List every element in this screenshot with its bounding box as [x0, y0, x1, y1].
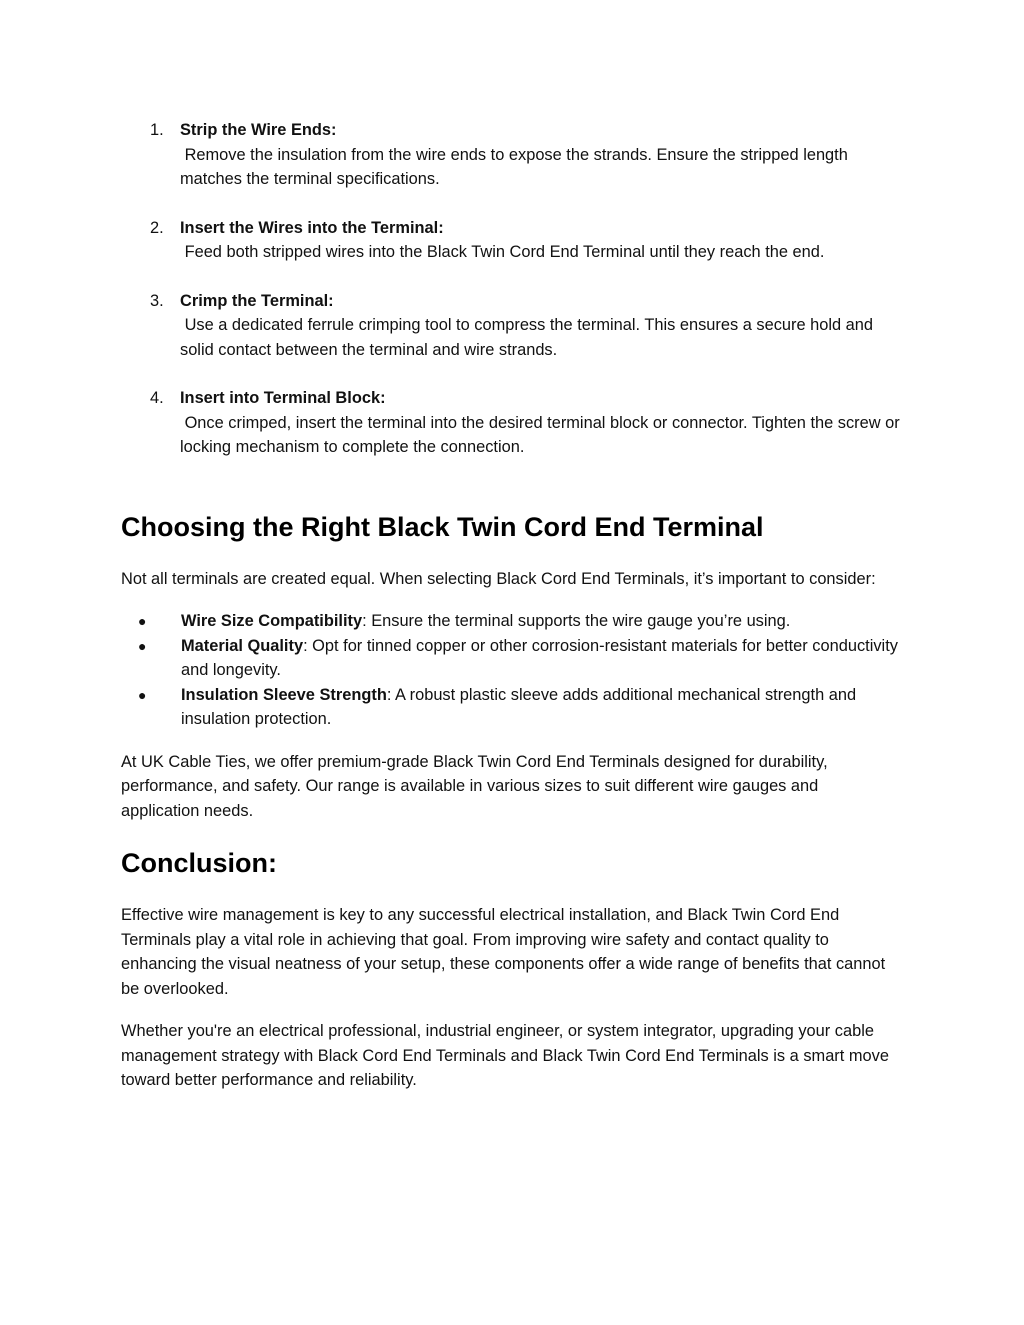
step-title: Strip the Wire Ends:: [180, 121, 337, 139]
bullet-icon: ●: [138, 613, 147, 629]
step-description: Remove the insulation from the wire ends to expose the strands. Ensure the stripped length matches the terminal specifications.: [180, 145, 853, 188]
conclusion-paragraph: Whether you're an electrical professional, industrial engineer, or system integrator, upgrading your cable management strategy with Black Cord End Terminals and Black Twin Cord End Terminals is a smart move toward better performance and reliability.: [121, 1022, 889, 1089]
bullet-icon: ●: [138, 637, 147, 654]
step-item: [120, 216, 901, 265]
bullet-text: : A robust plastic sleeve adds additional mechanical strength and insulation protection.: [181, 685, 857, 728]
step-number: 3.: [150, 291, 164, 310]
step-number: 2.: [150, 218, 164, 237]
bullet-icon: ●: [138, 686, 147, 703]
choosing-heading: Choosing the Right Black Twin Cord End Terminal: [121, 511, 764, 542]
page-content: [121, 118, 905, 1093]
bullet-item: [121, 634, 901, 683]
step-description: Feed both stripped wires into the Black Twin Cord End Terminal until they reach the end.: [180, 243, 825, 261]
step-title: Insert into Terminal Block:: [180, 389, 386, 407]
conclusion-paragraph: Effective wire management is key to any successful electrical installation, and Black Twin Cord End Terminals play a vital role in achieving that goal. From improving wire safety and contact quality to enhancing the visual neatness of your setup, these components offer a wide range of benefits that cannot be overlooked.: [121, 906, 886, 998]
step-description: Once crimped, insert the terminal into the desired terminal block or connector. Tighten the screw or locking mechanism to complete the connection.: [180, 413, 905, 456]
bullet-label: Material Quality: [181, 636, 304, 655]
step-description: Use a dedicated ferrule crimping tool to compress the terminal. This ensures a secure hold and solid contact between the terminal and wire strands.: [180, 316, 878, 359]
conclusion-heading: Conclusion:: [121, 848, 277, 878]
considerations-list: [121, 609, 901, 732]
bullet-item: [121, 683, 901, 732]
step-item: [120, 386, 905, 460]
choosing-intro: Not all terminals are created equal. When selecting Black Cord End Terminals, it’s important to consider:: [121, 569, 876, 588]
step-item: [120, 289, 901, 363]
step-item: [120, 118, 901, 192]
step-title: Crimp the Terminal:: [180, 291, 334, 310]
choosing-closing: At UK Cable Ties, we offer premium-grade Black Twin Cord End Terminals designed for durability, performance, and safety. Our range is available in various sizes to suit different wire gauges and application needs.: [121, 752, 828, 820]
step-title: Insert the Wires into the Terminal:: [180, 218, 444, 237]
bullet-item: [121, 609, 901, 634]
steps-list: [121, 118, 905, 460]
step-number: 1.: [150, 121, 164, 139]
step-number: 4.: [150, 389, 164, 407]
bullet-text: : Opt for tinned copper or other corrosion-resistant materials for better conductivity and longevity.: [181, 636, 898, 679]
bullet-text: : Ensure the terminal supports the wire gauge you’re using.: [362, 612, 791, 630]
bullet-label: Wire Size Compatibility: [181, 612, 363, 630]
bullet-label: Insulation Sleeve Strength: [181, 685, 387, 704]
